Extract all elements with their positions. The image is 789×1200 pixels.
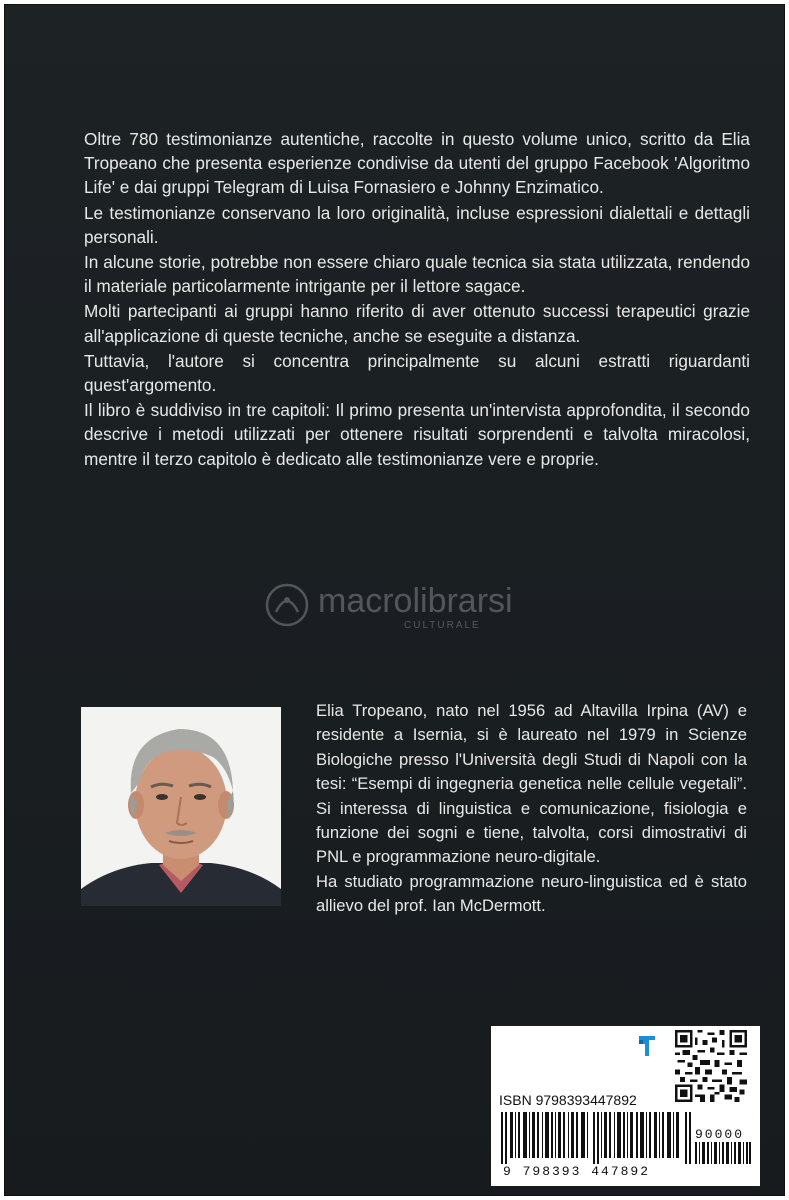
author-photo (81, 707, 281, 906)
author-portrait-icon (81, 707, 281, 906)
bio-paragraph: Ha studiato programmazione neuro-linguistica ed è stato allievo del prof. Ian McDermott. (316, 871, 747, 916)
book-blurb (84, 127, 750, 472)
blurb-paragraph: Molti partecipanti ai gruppi hanno riferito di aver ottenuto successi terapeutici grazie all'applicazione di queste tecniche, anche se eseguite a distanza. (84, 301, 750, 346)
price-code: 90000 (695, 1127, 745, 1142)
author-bio (316, 699, 747, 919)
addon-barcode (695, 1142, 751, 1164)
barcode-box (491, 1026, 760, 1186)
isbn-digits: 9 798393 447892 (503, 1164, 651, 1179)
blurb-paragraph: In alcune storie, potrebbe non essere chiaro quale tecnica sia stata utilizzata, rendendo il materiale particolarmente intrigante per il lettore sagace. (84, 252, 750, 297)
blurb-paragraph: Tuttavia, l'autore si concentra principalmente su alcuni estratti riguardanti quest'argomento. (84, 350, 750, 396)
qr-code-icon (675, 1030, 747, 1102)
blurb-paragraph: Oltre 780 testimonianze autentiche, raccolte in questo volume unico, scritto da Elia Tropeano che presenta esperienze condivise da utenti del gruppo Facebook 'Algoritmo Life' e dai gruppi Telegram di Luisa Fornasiero e Johnny Enzimatico. (84, 129, 750, 198)
watermark-text: macrolibrarsi (318, 582, 513, 620)
isbn-label: ISBN 9798393447892 (499, 1092, 637, 1108)
blurb-paragraph: Le testimonianze conservano la loro originalità, incluse espressioni dialettali e dettagli personali. (84, 202, 750, 247)
ean-barcode (501, 1112, 691, 1164)
book-back-cover (4, 4, 785, 1196)
publisher-logo-icon (637, 1034, 657, 1058)
bio-paragraph: Elia Tropeano, nato nel 1956 ad Altavilla Irpina (AV) e residente a Isernia, si è laureato nel 1979 in Scienze Biologiche presso l'Università degli Studi di Napoli con la tesi: “Esempi di ingegneria genetica nelle cellule vegetali”. Si interessa di linguistica e comunicazione, fisiologia e funzione dei sogni e tiene, talvolta, corsi dimostrativi di PNL e programmazione neuro-digitale. (316, 701, 747, 867)
macrolibrarsi-logo-icon (262, 580, 312, 630)
blurb-paragraph: Il libro è suddiviso in tre capitoli: Il primo presenta un'intervista approfondita, il secondo descrive i metodi utilizzati per ottenere risultati sorprendenti e talvolta miracolosi, mentre il terzo capitolo è dedicato alle testimonianze vere e proprie. (84, 400, 750, 469)
watermark-subtext: CULTURALE (404, 620, 481, 631)
